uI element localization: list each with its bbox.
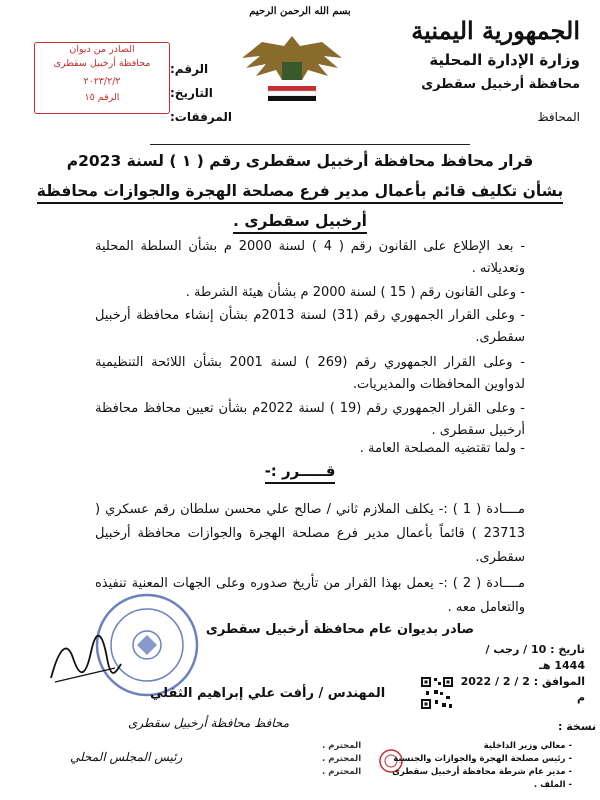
header-divider — [150, 144, 470, 145]
list-item: - الملف . — [533, 780, 572, 790]
preamble-item: - وعلى القانون رقم ( 15 ) لسنة 2000 م بشأن هيئة الشرطة . — [185, 285, 525, 300]
stamp-date: ٢٠٢٣/٢/٢ — [83, 76, 121, 87]
copies-label: نسخة : — [558, 720, 597, 733]
issued-at: صادر بديوان عام محافظة أرخبيل سقطرى — [205, 622, 475, 637]
basmala: بسم الله الرحمن الرحيم — [249, 6, 351, 17]
republic-name: الجمهورية اليمنية — [411, 16, 580, 45]
signer-title: محافظ محافظة أرخبيل سقطرى — [128, 716, 290, 730]
letterhead-right — [380, 14, 580, 132]
stamp-line2: محافظة أرخبيل سقطرى — [53, 58, 151, 69]
hijri-date: تاريخ : 10 / رجب / 1444 هـ — [485, 643, 585, 672]
stamp-line1: الصادر من ديوان — [69, 44, 135, 55]
preamble-item: - بعد الإطلاع على القانون رقم ( 4 ) لسنة 2000 م بشأن السلطة المحلية وتعديلاته . — [95, 239, 526, 276]
qr-code-icon — [420, 676, 454, 710]
list-item: - رئيس مصلحة الهجرة والجوازات والجنسية المحترم . — [322, 754, 572, 764]
signer-name: المهندس / رأفت علي إبراهيم الثقلي — [150, 686, 386, 701]
decree-title-line2: بشأن تكليف قائم بأعمال مدير فرع مصلحة الهجرة والجوازات محافظة — [30, 182, 570, 200]
decision-heading: قـــــرر :- — [250, 462, 350, 480]
attachments-label: المرفقات: — [170, 110, 232, 124]
copies-list — [322, 740, 572, 792]
stamp-number: ١٥ — [84, 92, 95, 103]
list-item: - مدير عام شرطة محافظة أرخبيل سقطرى المحترم . — [322, 767, 572, 777]
article-1: مــــادة ( 1 ) :- يكلف الملازم ثاني / صالح علي محسن سلطان رقم عسكري ( 23713 ) قائماً بأعمال مدير فرع مصلحة الهجرة والجوازات محافظة أرخبيل سقطرى. — [95, 502, 525, 565]
yemen-eagle-emblem-icon — [232, 28, 352, 108]
preamble-item: - وعلى القرار الجمهوري رقم (31) لسنة 2013م بشأن إنشاء محافظة أرخبيل سقطرى. — [95, 308, 525, 345]
stamp-number-label: الرقم — [97, 92, 120, 103]
preamble-item: - وعلى القرار الجمهوري رقم (19 ) لسنة 2022م بشأن تعيين محافظ محافظة أرخبيل سقطرى . — [95, 401, 525, 438]
preamble-item: - ولما تقتضيه المصلحة العامة . — [359, 441, 525, 456]
decree-dates — [455, 642, 585, 706]
article-2: مــــادة ( 2 ) :- يعمل بهذا القرار من تأريخ صدوره وعلى الجهات المعنية تنفيذه والتعامل معه . — [95, 576, 525, 615]
date-label: التاريخ: — [170, 86, 213, 100]
gregorian-date: الموافق : 2 / 2 / 2022 م — [460, 675, 585, 704]
signature-icon — [45, 628, 125, 688]
ministry-name: وزارة الإدارة المحلية — [429, 51, 580, 69]
office-name: المحافظ — [537, 110, 580, 124]
ref-label: الرقم: — [170, 62, 209, 76]
decree-title-line1: قرار محافظ محافظة أرخبيل سقطرى رقم ( ١ ) لسنة 2023م — [66, 152, 534, 170]
list-item: - معالي وزير الداخلية المحترم . — [322, 741, 572, 751]
outgoing-stamp — [34, 42, 170, 114]
signer-council: رئيس المجلس المحلي — [70, 750, 183, 764]
decree-title-line3: أرخبيل سقطرى . — [30, 212, 570, 230]
preamble-item: - وعلى القرار الجمهوري رقم (269 ) لسنة 2001 بشأن اللائحة التنظيمية لدواوين المحافظات والمديريات. — [95, 355, 525, 392]
governorate-name: محافظة أرخبيل سقطرى — [421, 77, 580, 92]
